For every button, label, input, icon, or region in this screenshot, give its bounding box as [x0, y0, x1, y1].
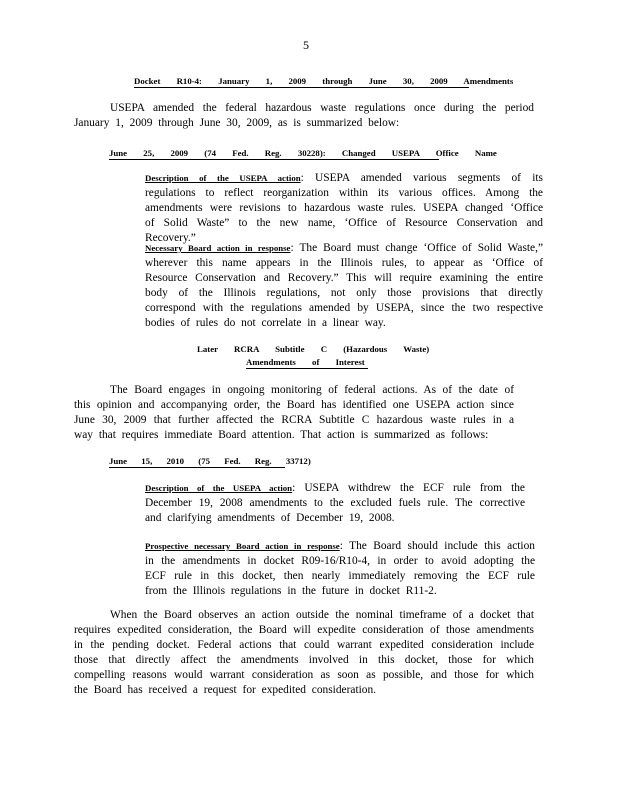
item1-heading: June 25, 2009 (74 Fed. Reg. 30228): Changed USEPA Office Name: [109, 148, 497, 158]
later-heading-line2: Amendments of Interest: [246, 357, 368, 369]
item2-response: [145, 539, 535, 599]
item2-response-text: : The Board should include this action in the amendments in docket R09-16/R10-4, in order to avoid adopting the ECF rule in this docket, then nearly immediately removing the ECF rule from the Illinois regulations in the future in docket R11-2.: [145, 540, 535, 597]
item1-description-text: : USEPA amended various segments of its regulations to reflect reorganization within its various offices. Among the amendments were revisions to hazardous waste rules. USEPA changed ‘Office of Solid Waste” to the new name, ‘Office of Resource Conservation and Recovery.”: [145, 172, 543, 244]
item2-description-label: Description of the USEPA action: [145, 483, 293, 493]
item1-description-label: Description of the USEPA action: [145, 173, 301, 183]
item1-response-text: : The Board must change ‘Office of Solid Waste,” wherever this name appears in the Illinois rules, to appear as ‘Office of Resource Conservation and Recovery.” This will require examining the entire body of the Illinois regulations, not only those provisions that directly correspond with the regulations amended by USEPA, since the two respective bodies of rules do not correlate in a linear way.: [145, 242, 544, 329]
item2-response-label: Prospective necessary Board action in response: [145, 541, 340, 551]
item1-response: [145, 241, 543, 331]
item2-description: [145, 481, 525, 526]
board-monitoring-paragraph: The Board engages in ongoing monitoring of federal actions. As of the date of this opinion and accompanying order, the Board has identified one USEPA action since June 30, 2009 that further affected the RCRA Subtitle C hazardous waste rules in a way that requires immediate Board attention. That action is summarized as follows:: [74, 384, 514, 441]
expedited-consideration-paragraph: When the Board observes an action outside the nominal timeframe of a docket that requires expedited consideration, the Board will expedite consideration of those amendments in the pending docket. Federal actions that could warrant expedited consideration include those that directly affect the amendments involved in this docket, those for which compelling reasons would warrant consideration as soon as possible, and those for which the Board has received a request for expedited consideration.: [74, 609, 534, 696]
item1-response-label: Necessary Board action in response: [145, 243, 291, 253]
docket-heading: Docket R10-4: January 1, 2009 through June 30, 2009 Amendments: [134, 76, 514, 86]
later-heading-line1: Later RCRA Subtitle C (Hazardous Waste): [197, 344, 430, 354]
page-number: 5: [303, 38, 309, 52]
intro-paragraph: USEPA amended the federal hazardous waste regulations once during the period January 1, 2009 through June 30, 2009, as is summarized below:: [74, 102, 534, 129]
item2-description-text: : USEPA withdrew the ECF rule from the December 19, 2008 amendments to the excluded fuels rule. The corrective and clarifying amendments of December 19, 2008.: [145, 482, 525, 524]
item1-description: [145, 171, 543, 246]
item2-heading: June 15, 2010 (75 Fed. Reg. 33712): [109, 456, 311, 466]
